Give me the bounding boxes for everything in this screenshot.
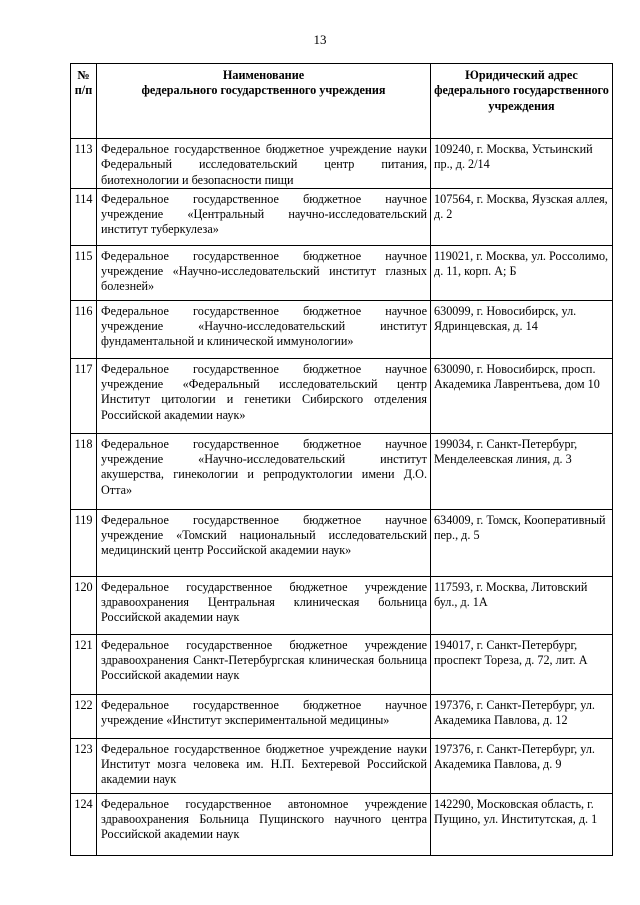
institution-address: 199034, г. Санкт-Петербург, Менделеевская линия, д. 3 <box>431 433 613 509</box>
row-number: 115 <box>71 245 97 300</box>
institution-name: Федеральное государственное бюджетное научное учреждение «Научно-исследовательский институт акушерства, гинекологии и репродуктологии имени Д.О. Отта» <box>97 433 431 509</box>
table-row <box>71 433 613 509</box>
institution-name: Федеральное государственное бюджетное научное учреждение «Институт экспериментальной медицины» <box>97 694 431 738</box>
row-number: 114 <box>71 188 97 245</box>
institution-address: 117593, г. Москва, Литовский бул., д. 1А <box>431 576 613 634</box>
institution-address: 197376, г. Санкт-Петербург, ул. Академика Павлова, д. 12 <box>431 694 613 738</box>
row-number: 113 <box>71 139 97 189</box>
institution-address: 630090, г. Новосибирск, просп. Академика Лаврентьева, дом 10 <box>431 358 613 433</box>
table-row <box>71 188 613 245</box>
table-row <box>71 576 613 634</box>
row-number: 123 <box>71 738 97 793</box>
row-number: 118 <box>71 433 97 509</box>
institution-address: 194017, г. Санкт-Петербург, проспект Тореза, д. 72, лит. А <box>431 634 613 694</box>
row-number: 117 <box>71 358 97 433</box>
row-number: 119 <box>71 509 97 576</box>
table-row <box>71 300 613 358</box>
table-row <box>71 694 613 738</box>
table-row <box>71 245 613 300</box>
header-num: № п/п <box>71 64 97 139</box>
page-number: 13 <box>313 32 327 47</box>
table-row <box>71 793 613 855</box>
institution-address: 142290, Московская область, г. Пущино, ул. Институтская, д. 1 <box>431 793 613 855</box>
institution-name: Федеральное государственное бюджетное научное учреждение «Научно-исследовательский институт глазных болезней» <box>97 245 431 300</box>
institution-name: Федеральное государственное бюджетное учреждение науки Федеральный исследовательский центр питания, биотехнологии и безопасности пищи <box>97 139 431 189</box>
institution-name: Федеральное государственное бюджетное научное учреждение «Центральный научно-исследовательский институт туберкулеза» <box>97 188 431 245</box>
institution-name: Федеральное государственное бюджетное научное учреждение «Томский национальный исследовательский медицинский центр Российской академии наук» <box>97 509 431 576</box>
table-row <box>71 509 613 576</box>
table-row <box>71 738 613 793</box>
table-row <box>71 634 613 694</box>
institution-address: 109240, г. Москва, Устьинский пр., д. 2/14 <box>431 139 613 189</box>
institution-address: 197376, г. Санкт-Петербург, ул. Академика Павлова, д. 9 <box>431 738 613 793</box>
row-number: 122 <box>71 694 97 738</box>
institution-address: 119021, г. Москва, ул. Россолимо, д. 11, корп. А; Б <box>431 245 613 300</box>
table-row <box>71 358 613 433</box>
table-header-row <box>71 64 613 139</box>
institution-name: Федеральное государственное бюджетное научное учреждение «Федеральный исследовательский центр Институт цитологии и генетики Сибирского отделения Российской академии наук» <box>97 358 431 433</box>
header-name: Наименование федерального государственного учреждения <box>97 64 431 139</box>
institution-name: Федеральное государственное автономное учреждение здравоохранения Больница Пущинского научного центра Российской академии наук <box>97 793 431 855</box>
institution-name: Федеральное государственное бюджетное учреждение здравоохранения Санкт-Петербургская клиническая больница Российской академии наук <box>97 634 431 694</box>
institution-address: 634009, г. Томск, Кооперативный пер., д. 5 <box>431 509 613 576</box>
row-number: 124 <box>71 793 97 855</box>
institution-address: 107564, г. Москва, Яузская аллея, д. 2 <box>431 188 613 245</box>
row-number: 116 <box>71 300 97 358</box>
row-number: 121 <box>71 634 97 694</box>
table-row <box>71 139 613 189</box>
institution-name: Федеральное государственное бюджетное научное учреждение «Научно-исследовательский институт фундаментальной и клинической иммунологии» <box>97 300 431 358</box>
row-number: 120 <box>71 576 97 634</box>
header-address: Юридический адрес федерального государственного учреждения <box>431 64 613 139</box>
institutions-table <box>70 63 613 856</box>
institution-name: Федеральное государственное бюджетное учреждение науки Институт мозга человека им. Н.П. Бехтеревой Российской академии наук <box>97 738 431 793</box>
institution-address: 630099, г. Новосибирск, ул. Ядринцевская, д. 14 <box>431 300 613 358</box>
institution-name: Федеральное государственное бюджетное учреждение здравоохранения Центральная клиническая больница Российской академии наук <box>97 576 431 634</box>
